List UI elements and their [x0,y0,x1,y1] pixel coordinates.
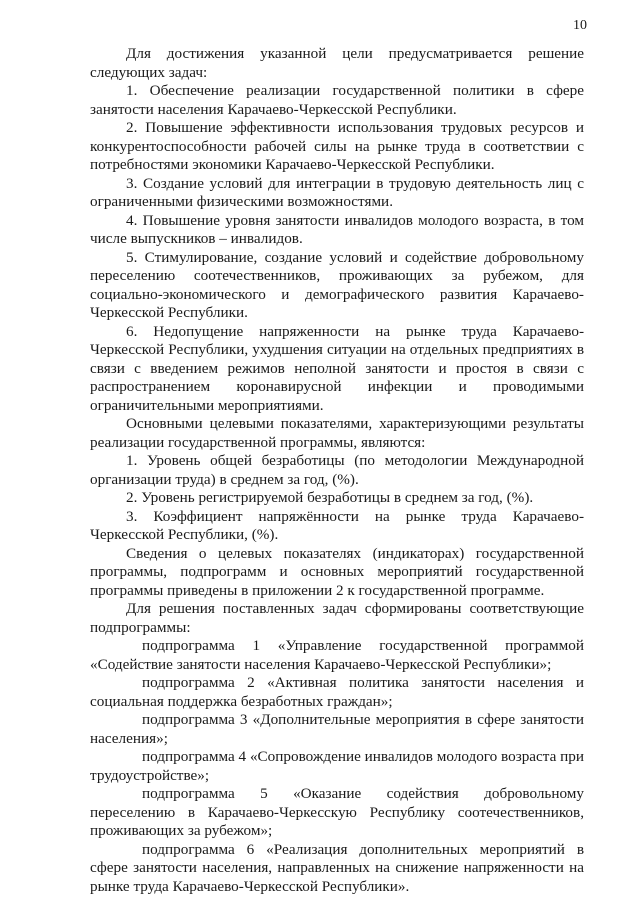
indicator-item-2: 2. Уровень регистрируемой безработицы в среднем за год, (%). [126,489,534,506]
task-item-1: 1. Обеспечение реализации государственной политики в сфере занятости населения Карачаево-Черкесской Республики. [90,82,584,118]
subprogram-item-1: подпрограмма 1 «Управление государственной программой «Содействие занятости населения Карачаево-Черкесской Республики»; [90,637,584,673]
indicator-item-3: 3. Коэффициент напряжённости на рынке труда Карачаево-Черкесской Республики, (%). [90,507,584,543]
indicators-appendix-note: Сведения о целевых показателях (индикаторах) государственной программы, подпрограмм и основных мероприятий государственной программы приведены в приложении 2 к государственной программе. [90,544,584,599]
paragraph-intro: Для достижения указанной цели предусматривается решение следующих задач: [90,45,584,81]
task-item-3: 3. Создание условий для интеграции в трудовую деятельность лиц с ограниченными физическими возможностями. [90,174,584,210]
task-item-2: 2. Повышение эффективности использования трудовых ресурсов и конкурентоспособности рабочей силы на рынке труда в соответствии с потребностями экономики Карачаево-Черкесской Республики. [90,119,584,173]
indicators-intro: Основными целевыми показателями, характеризующими результаты реализации государственной программы, являются: [90,415,584,451]
task-item-4: 4. Повышение уровня занятости инвалидов молодого возраста, в том числе выпускников – инвалидов. [90,211,584,247]
subprogram-item-2: подпрограмма 2 «Активная политика занятости населения и социальная поддержка безработных граждан»; [90,674,584,710]
task-item-5: 5. Стимулирование, создание условий и содействие добровольному переселению соотечественников, проживающих за рубежом, для социально-экономического и демографического развития Карачаево-Черкесской Республики. [90,248,584,321]
subprogram-item-5: подпрограмма 5 «Оказание содействия добровольному переселению в Карачаево-Черкесскую Республику соотечественников, проживающих за рубежом»; [90,785,584,839]
page-number: 10 [573,18,587,33]
subprograms-intro: Для решения поставленных задач сформированы соответствующие подпрограммы: [90,600,584,636]
document-body [90,45,584,896]
subprogram-item-3: подпрограмма 3 «Дополнительные мероприятия в сфере занятости населения»; [90,711,584,747]
subprogram-item-6: подпрограмма 6 «Реализация дополнительных мероприятий в сфере занятости населения, направленных на снижение напряженности на рынке труда Карачаево-Черкесской Республики». [90,840,584,895]
subprogram-item-4: подпрограмма 4 «Сопровождение инвалидов молодого возраста при трудоустройстве»; [90,748,584,784]
task-item-6: 6. Недопущение напряженности на рынке труда Карачаево-Черкесской Республики, ухудшения ситуации на отдельных предприятиях в связи с введением режимов неполной занятости и простоя в связи с распространением коронавирусной инфекции и проводимыми ограничительными мероприятиями. [90,322,584,414]
indicator-item-1: 1. Уровень общей безработицы (по методологии Международной организации труда) в среднем за год, (%). [90,452,584,488]
